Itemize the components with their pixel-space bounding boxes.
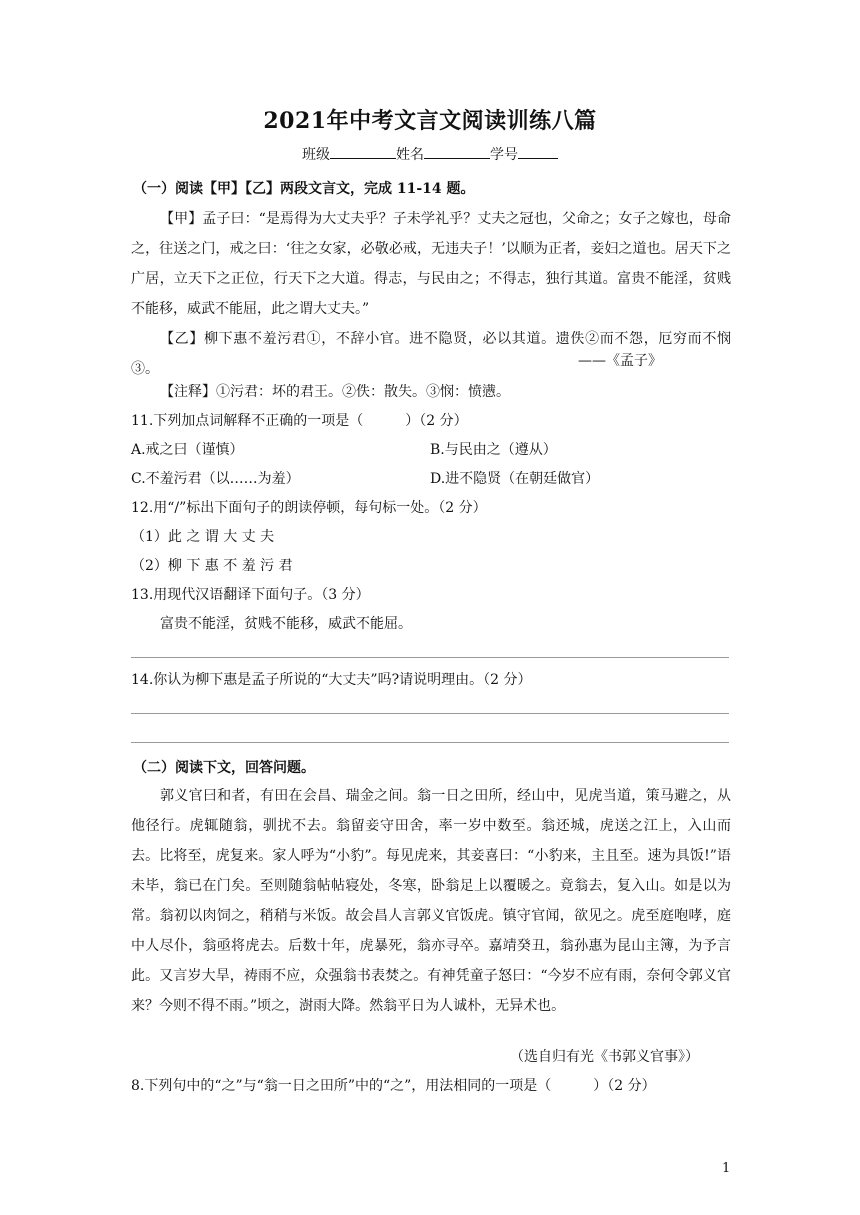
student-info-line xyxy=(0,144,860,164)
q12-item-1: （1）此 之 谓 大 丈 夫 xyxy=(131,529,275,545)
q11-option-b: B.与民由之（遵从） xyxy=(430,442,557,458)
answer-line-14b[interactable] xyxy=(131,742,729,743)
page-number: 1 xyxy=(722,1161,731,1176)
passage-jia: 【甲】孟子曰：“是焉得为大丈夫乎？子未学礼乎？丈夫之冠也，父命之；女子之嫁也，母命之，往送之门，戒之曰：‘往之女家，必敬必戒，无违夫子！’以顺为正者，妾妇之道也。居天下之广居，立天下之正位，行天下之大道。得志，与民由之；不得志，独行其道。富贵不能淫，贫贱不能移，威武不能屈，此之谓大丈夫。” xyxy=(131,211,731,317)
q13-sentence: 富贵不能淫，贫贱不能移，威武不能屈。 xyxy=(160,616,412,632)
name-blank[interactable] xyxy=(424,144,490,159)
q11-option-a: A.戒之曰（谨慎） xyxy=(131,442,244,458)
class-label: 班级 xyxy=(302,147,330,163)
question-13: 13.用现代汉语翻译下面句子。（3 分） xyxy=(131,587,370,603)
answer-line-13[interactable] xyxy=(131,657,729,658)
question-8: 8.下列句中的“之”与“翁一日之田所”中的“之”，用法相同的一项是（ ）（2 分） xyxy=(131,1078,656,1094)
question-12: 12.用“/”标出下面句子的朗读停顿，每句标一处。（2 分） xyxy=(131,500,487,516)
q11-option-d: D.进不隐贤（在朝廷做官） xyxy=(430,471,600,487)
answer-line-14a[interactable] xyxy=(131,713,729,714)
name-label: 姓名 xyxy=(396,147,424,163)
section1-heading: （一）阅读【甲】【乙】两段文言文，完成 11-14 题。 xyxy=(133,181,475,197)
passage-yi-source: ——《孟子》 xyxy=(578,353,662,369)
passage-yi: 【乙】柳下惠不羞污君①，不辞小官。进不隐贤，必以其道。遗佚②而不怨，厄穷而不悯③。 xyxy=(131,331,731,377)
question-14: 14.你认为柳下惠是孟子所说的“大丈夫”吗?请说明理由。（2 分） xyxy=(131,672,532,688)
passage-source: （选自归有光《书郭义官事》） xyxy=(510,1049,699,1065)
notes: 【注释】①污君：坏的君王。②佚：散失。③悯：愤懑。 xyxy=(160,384,510,400)
id-label: 学号 xyxy=(490,147,518,163)
id-blank[interactable] xyxy=(518,144,558,159)
question-11: 11.下列加点词解释不正确的一项是（ ）（2 分） xyxy=(131,413,468,429)
q11-option-c: C.不羞污君（以……为羞） xyxy=(131,471,300,487)
passage-guo: 郭义官曰和者，有田在会昌、瑞金之间。翁一日之田所，经山中，见虎当道，策马避之，从他径行。虎辄随翁，驯扰不去。翁留妾守田舍，率一岁中数至。翁还城，虎送之江上，入山而去。比将至，虎复来。家人呼为“小豹”。每见虎来，其妾喜曰：“小豹来，主且至。速为具饭!”语未毕，翁已在门矣。至则随翁帖帖寝处，冬寒，卧翁足上以覆暖之。竟翁去，复入山。如是以为常。翁初以肉饲之，稍稍与米饭。故会昌人言郭义官饭虎。镇守官闻，欲见之。虎至庭咆哮，庭中人尽仆，翁亟将虎去。后数十年，虎暴死，翁亦寻卒。嘉靖癸丑，翁孙惠为昆山主簿，为予言此。又言岁大旱，祷雨不应，众强翁书表焚之。有神凭童子怒曰：“今岁不应有雨，奈何令郭义官来？今则不得不雨。”顷之，澍雨大降。然翁平日为人诚朴，无异术也。 xyxy=(131,788,731,1014)
page-title: 2021年中考文言文阅读训练八篇 xyxy=(263,108,597,134)
class-blank[interactable] xyxy=(330,144,396,159)
section2-heading: （二）阅读下文，回答问题。 xyxy=(133,760,315,776)
q12-item-2: （2）柳 下 惠 不 羞 污 君 xyxy=(131,558,293,574)
